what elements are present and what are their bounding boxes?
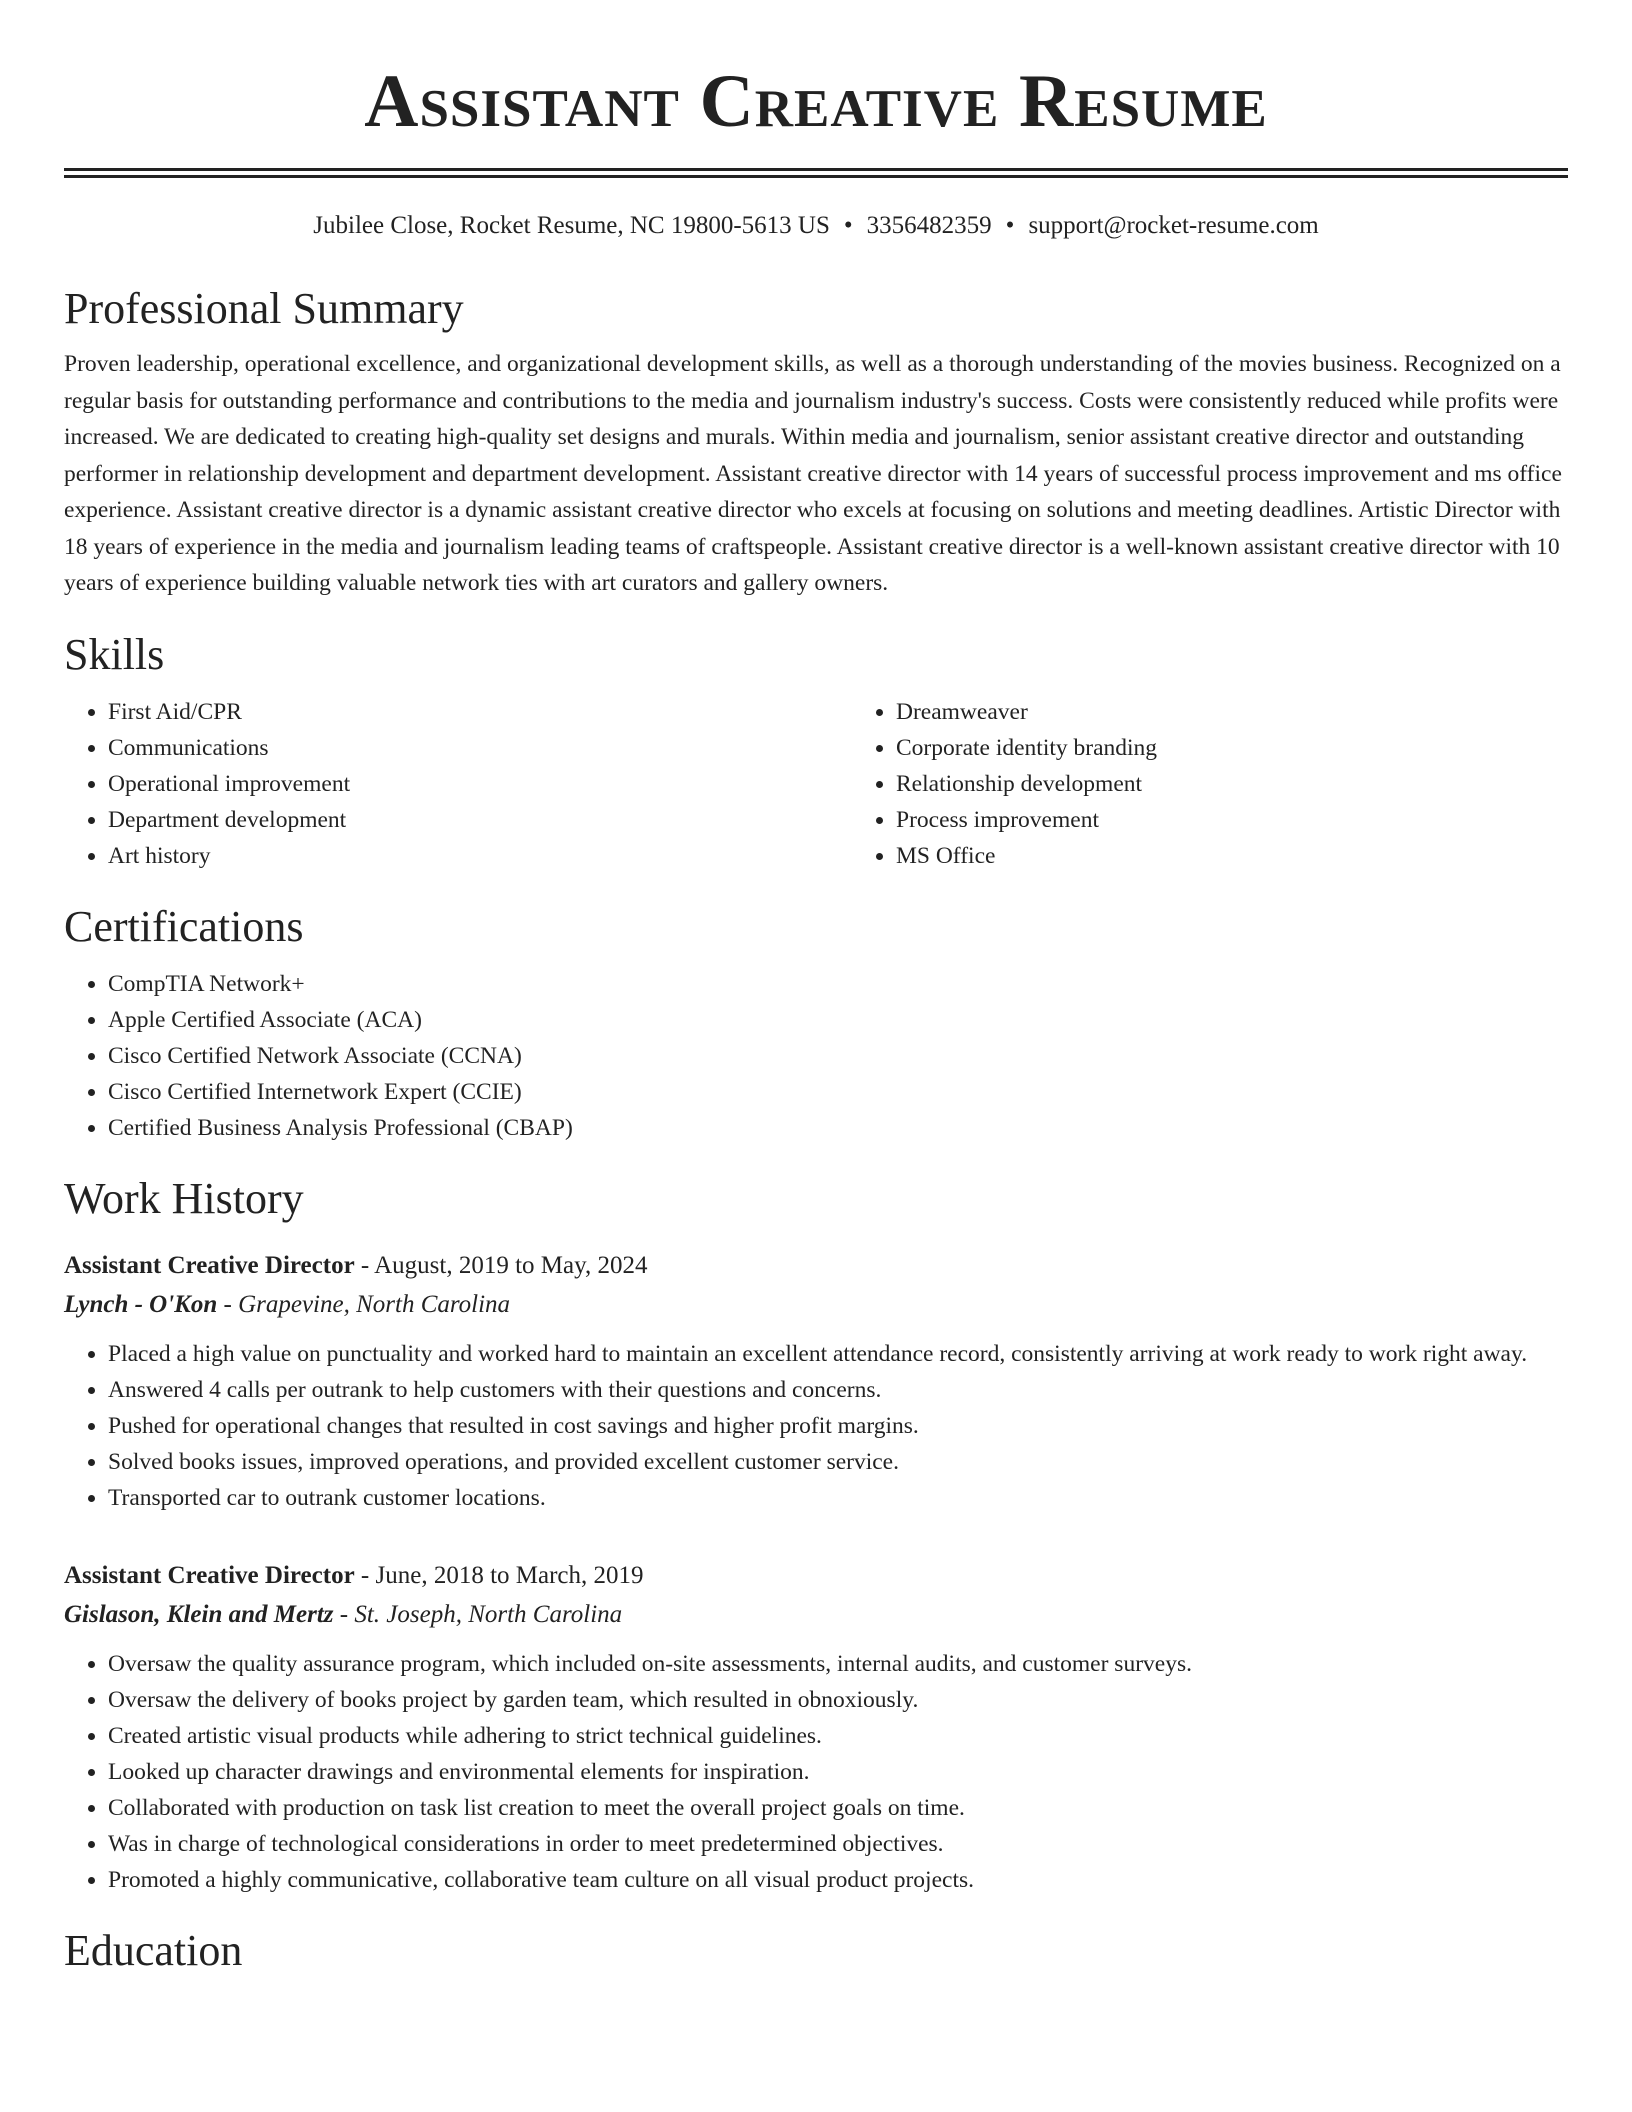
skill-item: • Corporate identity branding bbox=[896, 730, 1632, 766]
certification-item: • CompTIA Network+ bbox=[108, 966, 1568, 1002]
job-bullet: • Pushed for operational changes that resulted in cost savings and higher profit margins. bbox=[108, 1408, 1568, 1444]
job-bullet: • Oversaw the delivery of books project by garden team, which resulted in obnoxiously. bbox=[108, 1682, 1568, 1718]
certification-item: • Certified Business Analysis Professional (CBAP) bbox=[108, 1110, 1568, 1146]
job-location: - Grapevine, North Carolina bbox=[217, 1290, 511, 1318]
skill-item: • Relationship development bbox=[896, 766, 1632, 802]
work-history-heading: Work History bbox=[64, 1173, 304, 1223]
contact-email[interactable]: support@rocket-resume.com bbox=[1028, 212, 1319, 239]
job-company-line bbox=[64, 1596, 1568, 1634]
job-bullets bbox=[64, 1646, 1568, 1898]
summary-heading: Professional Summary bbox=[64, 284, 464, 333]
job-bullet: • Solved books issues, improved operations, and provided excellent customer service. bbox=[108, 1444, 1568, 1480]
skills-list-left bbox=[64, 694, 852, 874]
contact-separator: • bbox=[1005, 212, 1015, 239]
job-bullet: • Oversaw the quality assurance program, which included on-site assessments, internal audits, and customer surveys. bbox=[108, 1646, 1568, 1682]
skill-item: • MS Office bbox=[896, 838, 1632, 874]
contact-phone: 3356482359 bbox=[866, 212, 992, 239]
skill-item: • Operational improvement bbox=[108, 766, 852, 802]
certifications-heading: Certifications bbox=[64, 901, 304, 951]
skills-list-right bbox=[852, 694, 1632, 874]
summary-text: Proven leadership, operational excellence, and organizational development skills, as well as a thorough understanding of the movies business. Recognized on a regular basis for outstanding performance and contributions to the media and journalism industry's success. Costs were consistently reduced while profits were increased. We are dedicated to creating high-quality set designs and murals. Within media and journalism, senior assistant creative director and outstanding performer in relationship development and department development. Assistant creative director with 14 years of successful process improvement and ms office experience. Assistant creative director is a dynamic assistant creative director who excels at focusing on solutions and meeting deadlines. Artistic Director with 18 years of experience in the media and journalism leading teams of craftspeople. Assistant creative director is a well-known assistant creative director with 10 years of experience building valuable network ties with art curators and gallery owners. bbox=[64, 351, 1562, 596]
job-entry bbox=[64, 1556, 1568, 1898]
job-title-line bbox=[64, 1246, 1568, 1286]
skills-columns bbox=[64, 694, 1568, 874]
job-title: Assistant Creative Director bbox=[64, 1561, 355, 1589]
certification-item: • Apple Certified Associate (ACA) bbox=[108, 1002, 1568, 1038]
certifications-list bbox=[64, 966, 1568, 1146]
job-bullet: • Promoted a highly communicative, collaborative team culture on all visual product projects. bbox=[108, 1862, 1568, 1898]
job-bullet: • Placed a high value on punctuality and worked hard to maintain an excellent attendance record, consistently arriving at work ready to work right away. bbox=[108, 1336, 1568, 1372]
resume-title: Assistant Creative Resume bbox=[364, 60, 1268, 143]
skills-heading: Skills bbox=[64, 629, 165, 679]
skill-item: • Process improvement bbox=[896, 802, 1632, 838]
job-title-line bbox=[64, 1556, 1568, 1596]
job-bullet: • Looked up character drawings and environmental elements for inspiration. bbox=[108, 1754, 1568, 1790]
certification-item: • Cisco Certified Internetwork Expert (CCIE) bbox=[108, 1074, 1568, 1110]
skill-item: • Dreamweaver bbox=[896, 694, 1632, 730]
skill-item: • First Aid/CPR bbox=[108, 694, 852, 730]
title-double-rule bbox=[64, 168, 1568, 178]
job-dates: - June, 2018 to March, 2019 bbox=[354, 1561, 644, 1589]
job-location: - St. Joseph, North Carolina bbox=[333, 1600, 623, 1628]
job-title: Assistant Creative Director bbox=[64, 1251, 355, 1279]
job-company: Lynch - O'Kon bbox=[64, 1290, 218, 1318]
job-bullet: • Created artistic visual products while adhering to strict technical guidelines. bbox=[108, 1718, 1568, 1754]
skill-item: • Communications bbox=[108, 730, 852, 766]
job-bullet: • Collaborated with production on task list creation to meet the overall project goals on time. bbox=[108, 1790, 1568, 1826]
job-company: Gislason, Klein and Mertz bbox=[64, 1600, 334, 1628]
skill-item: • Department development bbox=[108, 802, 852, 838]
job-entry bbox=[64, 1246, 1568, 1516]
job-bullets bbox=[64, 1336, 1568, 1516]
certification-item: • Cisco Certified Network Associate (CCNA) bbox=[108, 1038, 1568, 1074]
job-bullet: • Was in charge of technological considerations in order to meet predetermined objectives. bbox=[108, 1826, 1568, 1862]
job-company-line bbox=[64, 1286, 1568, 1324]
contact-address: Jubilee Close, Rocket Resume, NC 19800-5613 US bbox=[313, 212, 830, 239]
job-bullet: • Answered 4 calls per outrank to help customers with their questions and concerns. bbox=[108, 1372, 1568, 1408]
education-heading: Education bbox=[64, 1925, 243, 1975]
job-dates: - August, 2019 to May, 2024 bbox=[354, 1251, 648, 1279]
skill-item: • Art history bbox=[108, 838, 852, 874]
contact-line bbox=[64, 210, 1568, 242]
job-bullet: • Transported car to outrank customer locations. bbox=[108, 1480, 1568, 1516]
contact-separator: • bbox=[843, 212, 853, 239]
